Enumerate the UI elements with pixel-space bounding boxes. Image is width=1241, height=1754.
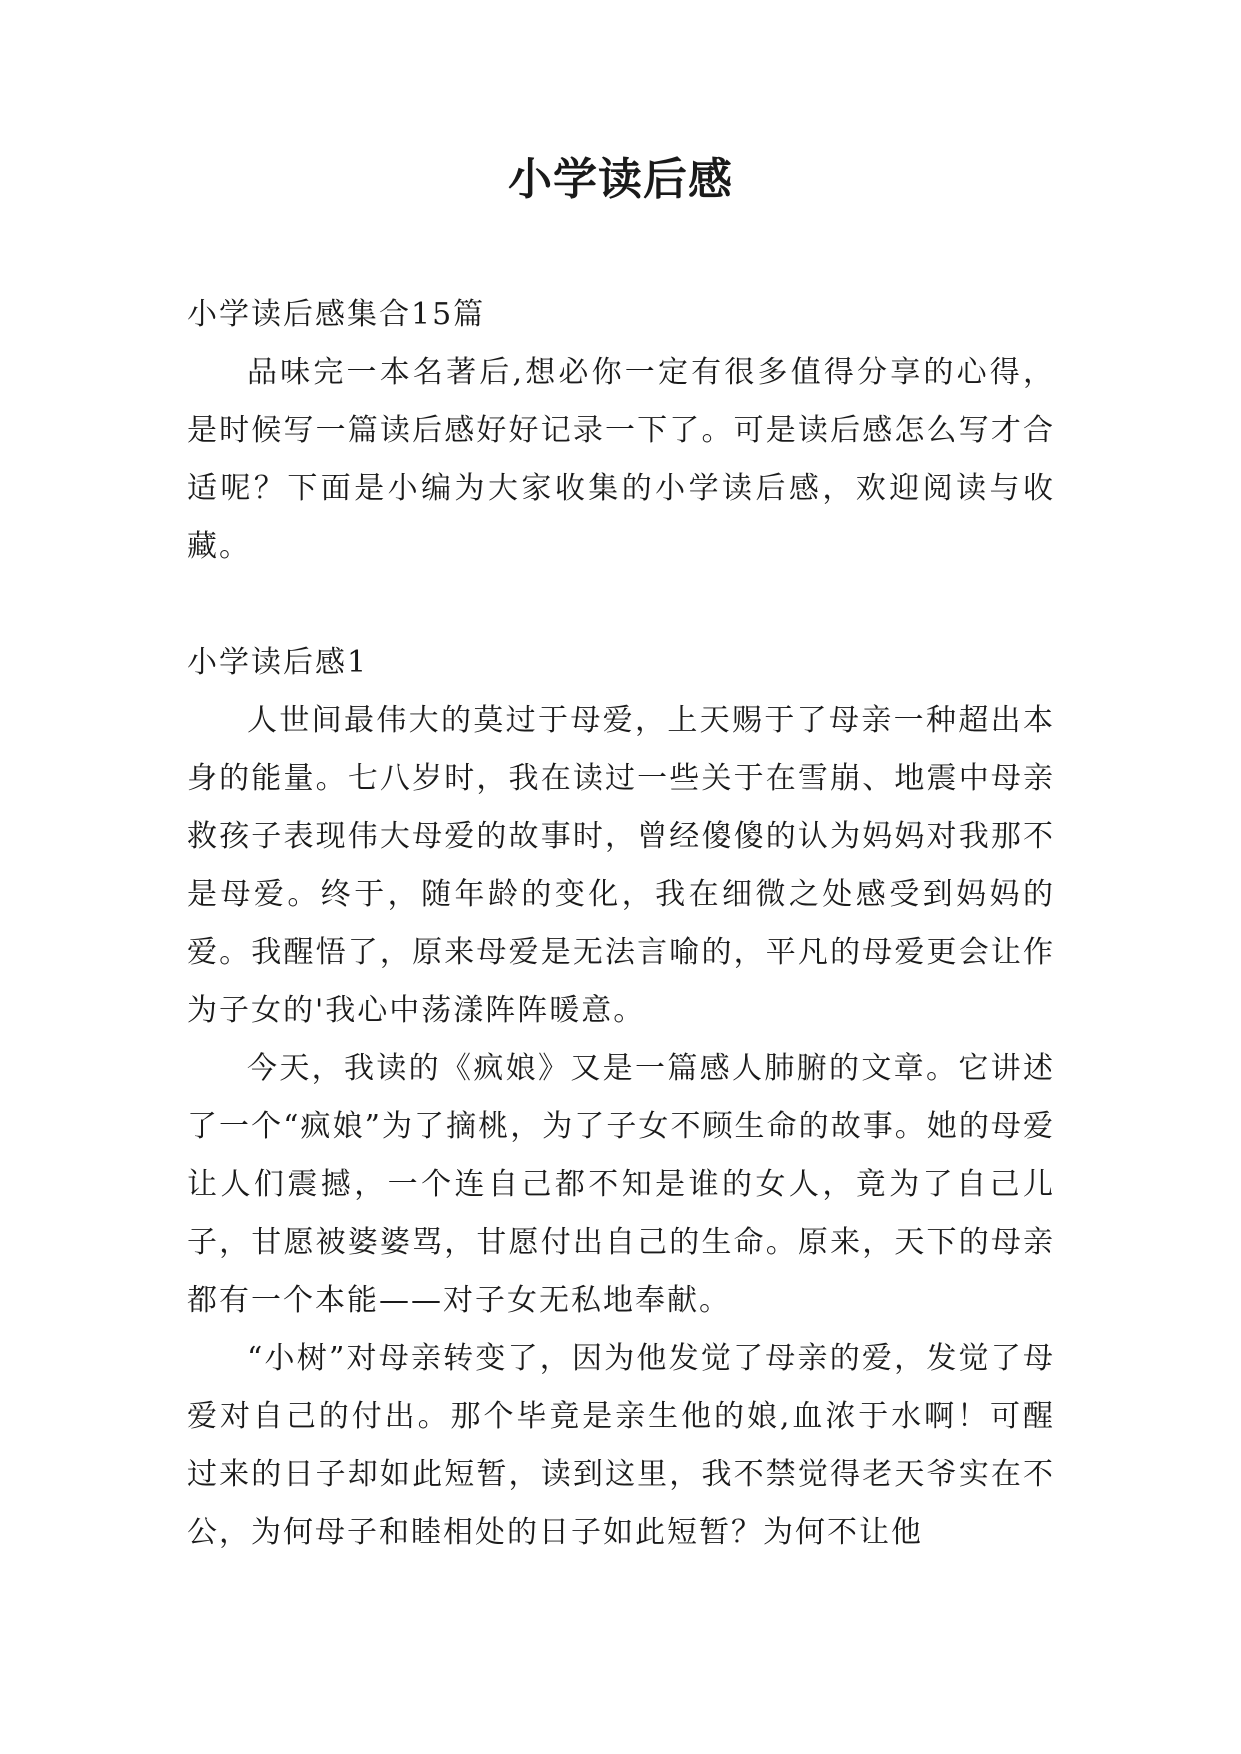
section-spacer (187, 576, 1055, 634)
body-paragraph-1: 人世间最伟大的莫过于母爱，上天赐于了母亲一种超出本身的能量。七八岁时，我在读过一些关于在雪崩、地震中母亲救孩子表现伟大母爱的故事时，曾经傻傻的认为妈妈对我那不是母爱。终于，随年龄的变化，我在细微之处感受到妈妈的爱。我醒悟了，原来母爱是无法言喻的，平凡的母爱更会让作为子女的'我心中荡漾阵阵暖意。 (187, 703, 1055, 1028)
body-paragraph-3: “小树”对母亲转变了，因为他发觉了母亲的爱，发觉了母爱对自己的付出。那个毕竟是亲生他的娘,血浓于水啊！可醒过来的日子却如此短暂，读到这里，我不禁觉得老天爷实在不公，为何母子和睦相处的日子如此短暂？为何不让他 (187, 1341, 1055, 1550)
intro-paragraph: 品味完一本名著后,想必你一定有很多值得分享的心得，是时候写一篇读后感好好记录一下了。可是读后感怎么写才合适呢？下面是小编为大家收集的小学读后感，欢迎阅读与收藏。 (187, 355, 1055, 564)
collection-subtitle: 小学读后感集合15篇 (187, 297, 486, 332)
document-body (187, 286, 1055, 1562)
document-title: 小学读后感 (508, 154, 733, 205)
body-paragraph-2: 今天，我读的《疯娘》又是一篇感人肺腑的文章。它讲述了一个“疯娘”为了摘桃，为了子女不顾生命的故事。她的母爱让人们震撼，一个连自己都不知是谁的女人，竟为了自己儿子，甘愿被婆婆骂，甘愿付出自己的生命。原来，天下的母亲都有一个本能——对子女无私地奉献。 (187, 1051, 1055, 1318)
section-heading: 小学读后感1 (187, 645, 369, 680)
